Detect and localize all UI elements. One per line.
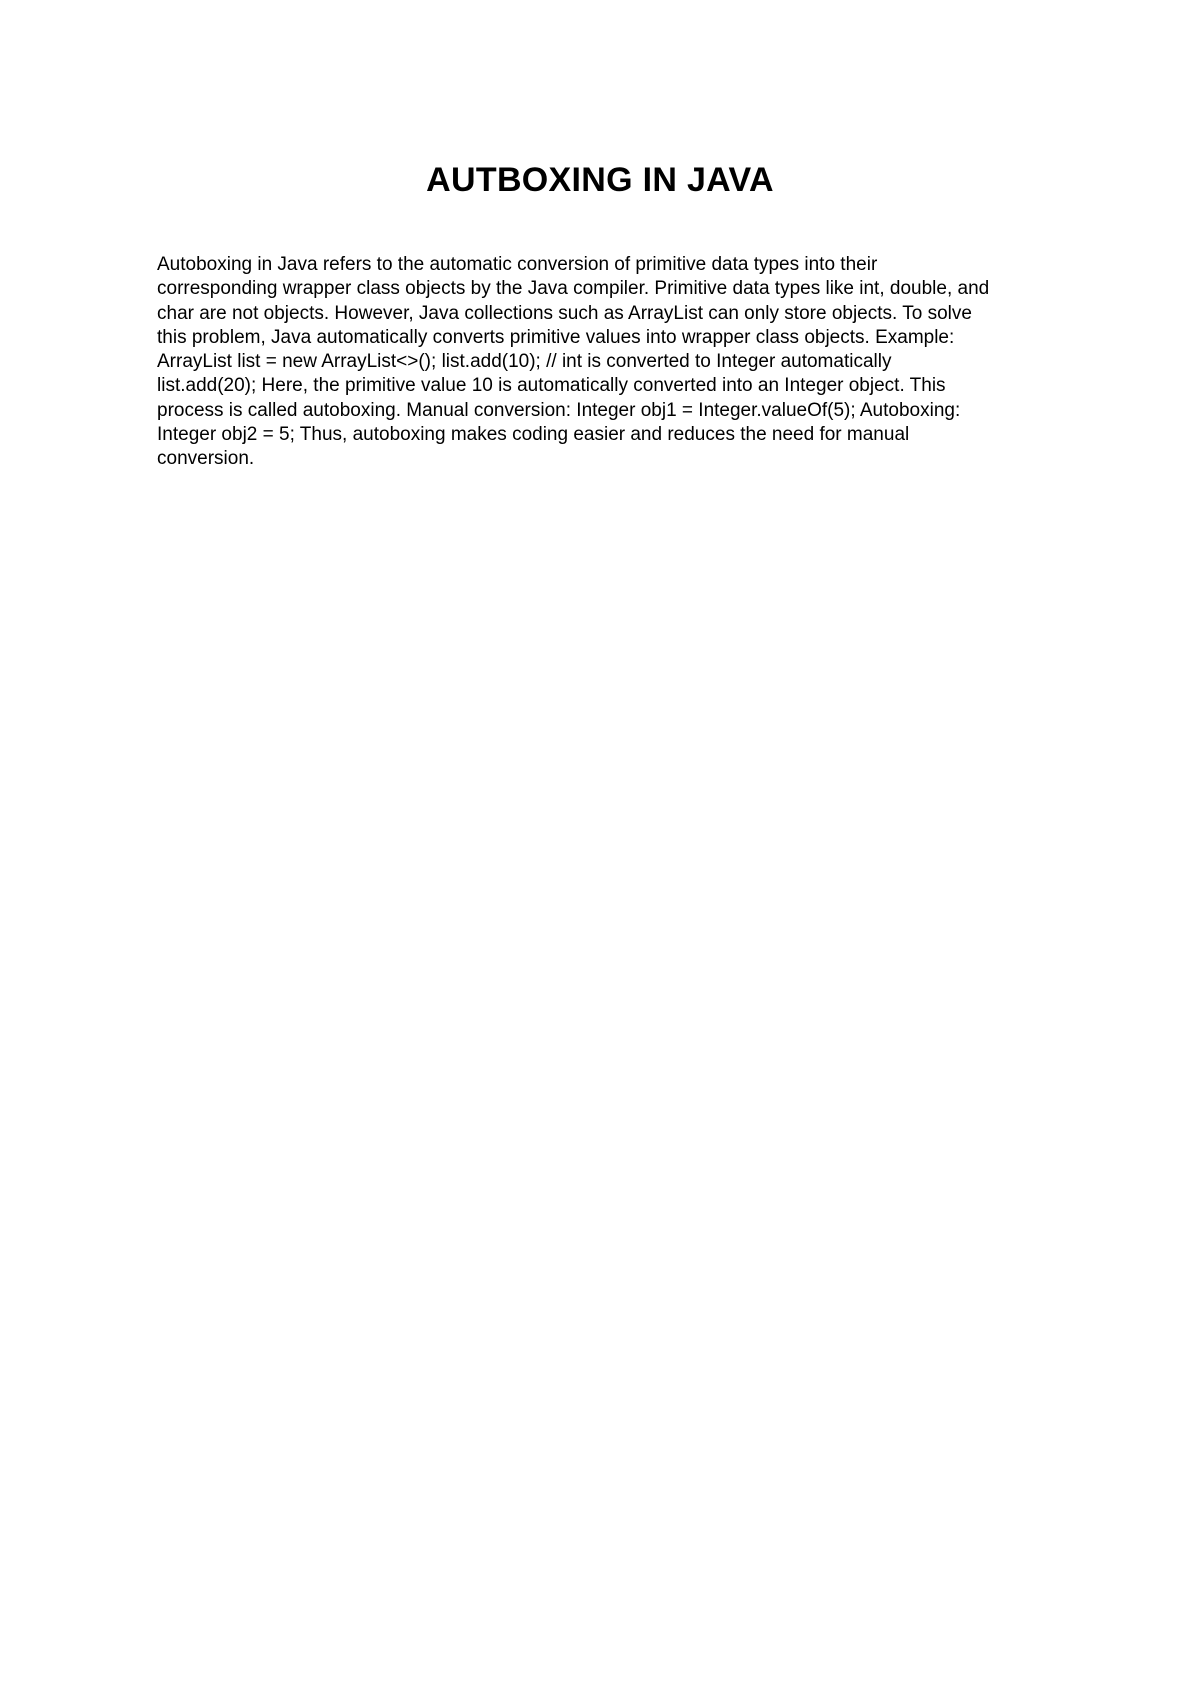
document-body — [157, 253, 1057, 472]
document-title: AUTBOXING IN JAVA — [426, 161, 774, 199]
body-line: corresponding wrapper class objects by the Java compiler. Primitive data types like int, double, and — [157, 278, 990, 300]
body-line: this problem, Java automatically converts primitive values into wrapper class objects. Example: — [157, 326, 955, 348]
body-line: conversion. — [157, 448, 255, 470]
body-line: char are not objects. However, Java collections such as ArrayList can only store objects. To solve — [157, 302, 972, 324]
body-line: Integer obj2 = 5; Thus, autoboxing makes coding easier and reduces the need for manual — [157, 424, 910, 446]
body-line: process is called autoboxing. Manual conversion: Integer obj1 = Integer.valueOf(5); Autoboxing: — [157, 399, 961, 421]
body-line: ArrayList list = new ArrayList<>(); list.add(10); // int is converted to Integer automatically — [157, 351, 892, 373]
body-line: list.add(20); Here, the primitive value 10 is automatically converted into an Integer object. This — [157, 375, 946, 397]
body-line: Autoboxing in Java refers to the automatic conversion of primitive data types into their — [157, 254, 878, 275]
